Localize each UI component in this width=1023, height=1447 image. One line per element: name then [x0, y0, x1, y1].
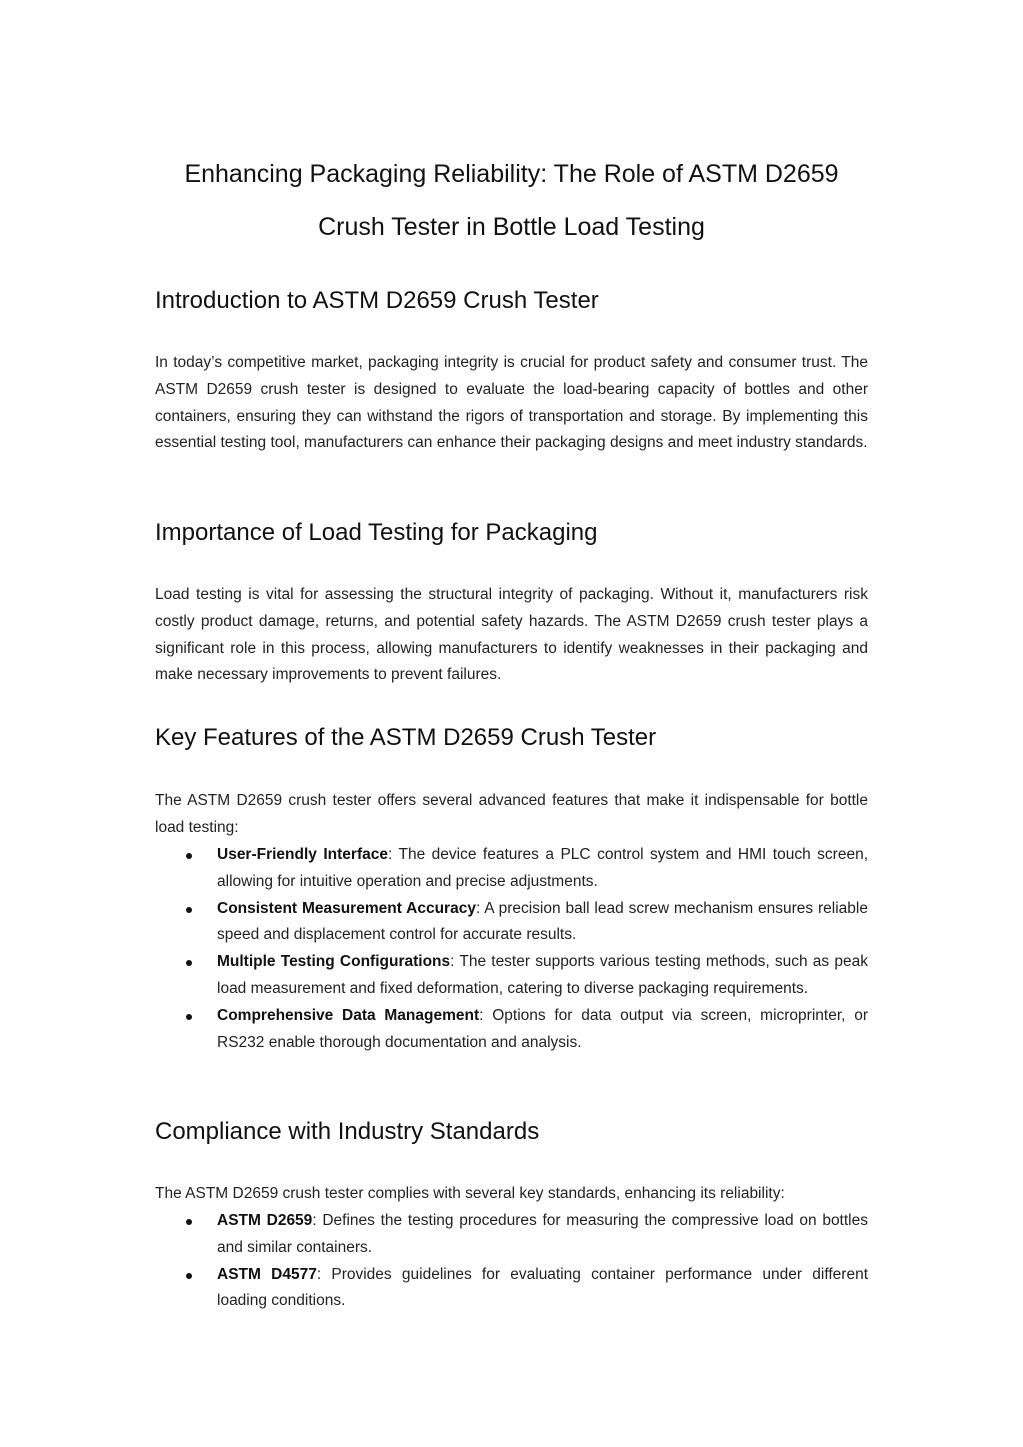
section-heading-importance: Importance of Load Testing for Packaging	[155, 519, 598, 546]
section-heading-introduction: Introduction to ASTM D2659 Crush Tester	[155, 287, 599, 314]
list-item-text: : The tester supports various testing methods, such as peak load measurement and fixed deformation, catering to diverse packaging requirements.	[217, 953, 868, 997]
list-item-text: : A precision ball lead screw mechanism ensures reliable speed and displacement control for accurate results.	[217, 899, 868, 944]
feature-list	[155, 842, 868, 1056]
list-item	[155, 842, 868, 896]
list-item-term: ASTM D4577	[217, 1265, 317, 1283]
document-title	[120, 148, 903, 254]
list-item-term: Multiple Testing Configurations	[217, 953, 451, 971]
list-item-text: : Defines the testing procedures for measuring the compressive load on bottles and similar containers.	[217, 1212, 868, 1256]
list-item-text: : The device features a PLC control system and HMI touch screen, allowing for intuitive operation and precise adjustments.	[217, 846, 868, 890]
bullet-icon	[186, 1014, 192, 1020]
bullet-icon	[186, 853, 192, 859]
list-item	[155, 896, 868, 950]
list-item-text: : Options for data output via screen, microprinter, or RS232 enable thorough documentation and analysis.	[217, 1006, 868, 1051]
standards-list	[155, 1208, 868, 1315]
section-paragraph-introduction: In today’s competitive market, packaging integrity is crucial for product safety and consumer trust. The ASTM D2659 crush tester is designed to evaluate the load-bearing capacity of bottles and other containers, ensuring they can withstand the rigors of transportation and storage. By implementing this essential testing tool, manufacturers can enhance their packaging designs and meet industry standards.	[155, 354, 868, 452]
section-paragraph-compliance: The ASTM D2659 crush tester complies with several key standards, enhancing its reliability:	[155, 1185, 785, 1202]
list-item	[155, 1003, 868, 1057]
section-paragraph-key-features: The ASTM D2659 crush tester offers several advanced features that make it indispensable for bottle load testing:	[155, 792, 868, 836]
section-heading-key-features: Key Features of the ASTM D2659 Crush Tester	[155, 724, 657, 751]
title-line-1: Enhancing Packaging Reliability: The Role of ASTM D2659	[184, 160, 839, 188]
list-item	[155, 1208, 868, 1262]
title-line-2: Crush Tester in Bottle Load Testing	[318, 213, 705, 241]
section-paragraph-importance: Load testing is vital for assessing the structural integrity of packaging. Without it, manufacturers risk costly product damage, returns, and potential safety hazards. The ASTM D2659 crush tester plays a significant role in this process, allowing manufacturers to identify weaknesses in their packaging and make necessary improvements to prevent failures.	[155, 586, 868, 684]
list-item-term: Consistent Measurement Accuracy	[217, 899, 476, 917]
list-item-text: : Provides guidelines for evaluating container performance under different loading conditions.	[217, 1265, 868, 1310]
list-item-term: ASTM D2659	[217, 1212, 313, 1229]
bullet-icon	[186, 1219, 192, 1225]
bullet-icon	[186, 907, 192, 913]
list-item-term: Comprehensive Data Management	[217, 1006, 480, 1024]
bullet-icon	[186, 960, 192, 966]
list-item	[155, 1262, 868, 1316]
bullet-icon	[186, 1273, 192, 1279]
section-heading-compliance: Compliance with Industry Standards	[155, 1118, 540, 1145]
list-item-term: User-Friendly Interface	[217, 846, 388, 863]
list-item	[155, 949, 868, 1003]
